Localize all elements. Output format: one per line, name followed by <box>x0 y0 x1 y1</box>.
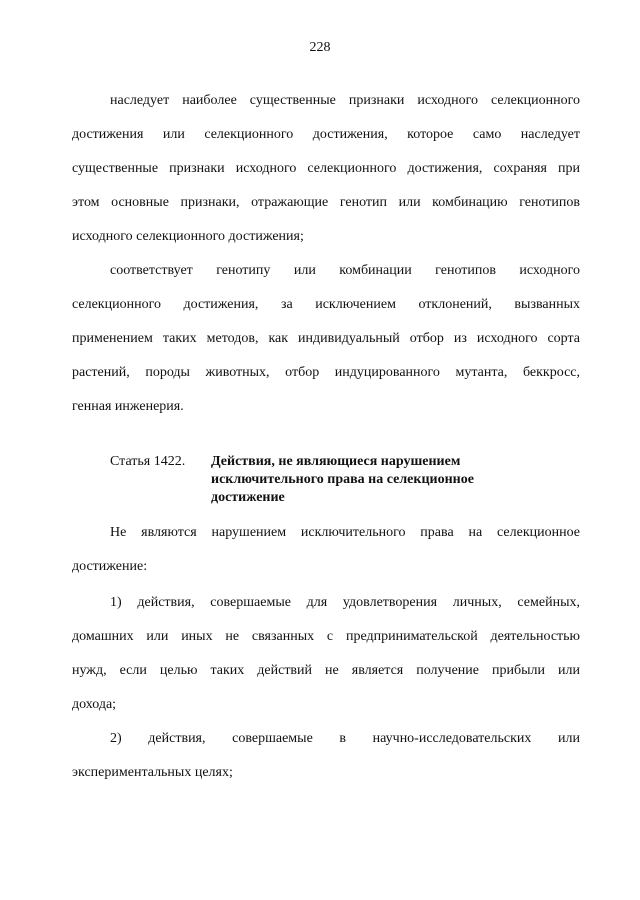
text-line: дохода; <box>72 697 117 712</box>
paragraph-inherits-traits <box>72 84 580 254</box>
page-number: 228 <box>309 40 331 55</box>
article-number: Статья 1422. <box>110 454 186 469</box>
list-item-research-purposes <box>72 722 580 790</box>
text-line: соответствует генотипу или комбинации генотипов исходного <box>110 263 580 278</box>
article-title <box>211 453 511 507</box>
text-line: генная инженерия. <box>72 399 184 414</box>
text-line: домашних или иных не связанных с предпринимательской деятельностью <box>72 629 580 644</box>
text-line: Не являются нарушением исключительного права на селекционное <box>110 525 580 540</box>
text-line: 2) действия, совершаемые в научно-исследовательских или <box>110 731 580 746</box>
text-line: этом основные признаки, отражающие генотип или комбинацию генотипов <box>72 195 580 210</box>
list-item-personal-needs <box>72 586 580 722</box>
article-title-line: достижение <box>211 490 285 505</box>
text-line: существенные признаки исходного селекционного достижения, сохраняя при <box>72 161 580 176</box>
text-line: достижение: <box>72 559 148 574</box>
text-line: 1) действия, совершаемые для удовлетворения личных, семейных, <box>110 595 580 610</box>
article-title-line: исключительного права на селекционное <box>211 472 474 487</box>
paragraph-corresponds-genotype <box>72 254 580 424</box>
text-line: достижения или селекционного достижения, которое само наследует <box>72 127 580 142</box>
text-line: растений, породы животных, отбор индуцированного мутанта, беккросс, <box>72 365 580 380</box>
text-line: селекционного достижения, за исключением отклонений, вызванных <box>72 297 580 312</box>
text-line: экспериментальных целях; <box>72 765 233 780</box>
paragraph-not-violations <box>72 516 580 584</box>
text-line: нужд, если целью таких действий не является получение прибыли или <box>72 663 580 678</box>
article-title-line: Действия, не являющиеся нарушением <box>211 454 461 469</box>
text-line: применением таких методов, как индивидуальный отбор из исходного сорта <box>72 331 580 346</box>
text-line: наследует наиболее существенные признаки исходного селекционного <box>110 93 580 108</box>
text-line: исходного селекционного достижения; <box>72 229 304 244</box>
